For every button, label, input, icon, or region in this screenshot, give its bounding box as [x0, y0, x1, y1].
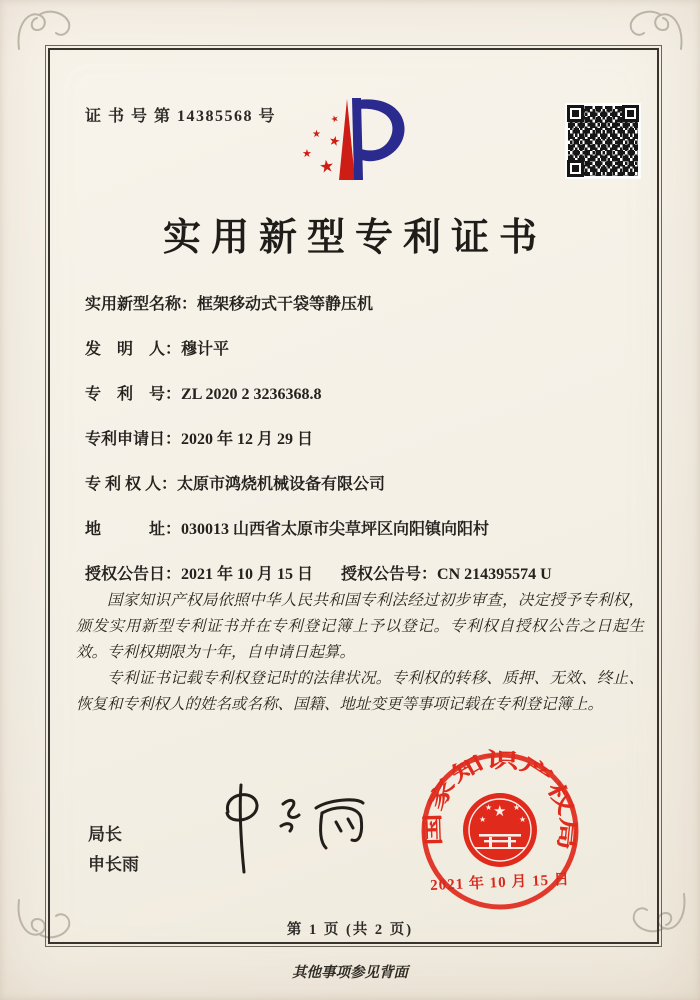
field-value: 框架移动式干袋等静压机	[197, 296, 374, 313]
qr-code	[565, 103, 641, 179]
page-number: 第 1 页 (共 2 页)	[286, 922, 414, 938]
svg-text:★: ★	[485, 803, 493, 812]
field-label: 专利申请日：	[85, 431, 182, 448]
qr-finder-icon	[567, 160, 584, 177]
field-value: 穆计平	[181, 341, 230, 358]
field-label: 发 明 人：	[85, 341, 182, 358]
officer-title: 局长	[88, 825, 122, 844]
svg-text:★: ★	[513, 803, 521, 812]
field-value: CN 214395574 U	[437, 566, 552, 583]
officer-name: 申长雨	[88, 855, 139, 874]
field-inventor	[85, 341, 645, 358]
svg-text:★: ★	[327, 132, 342, 150]
field-address	[85, 521, 645, 538]
certificate-body	[76, 588, 644, 718]
seal-date: 2021 年 10 月 15 日	[429, 871, 571, 895]
svg-text:★: ★	[302, 148, 312, 160]
field-label: 专 利 权 人：	[85, 476, 178, 493]
field-patent-number	[85, 386, 645, 403]
field-label: 专 利 号：	[85, 386, 182, 403]
field-value: 030013 山西省太原市尖草坪区向阳镇向阳村	[181, 521, 490, 538]
certificate-number: 证 书 号 第 14385568 号	[85, 108, 277, 125]
body-paragraph-2: 专利证书记载专利权登记时的法律状况。专利权的转移、质押、无效、终止、恢复和专利权人的姓名或名称、国籍、地址变更等事项记载在专利登记簿上。	[76, 670, 644, 713]
back-note: 其他事项参见背面	[292, 965, 408, 981]
field-patentee	[85, 476, 645, 493]
certificate-title: 实用新型专利证书	[162, 217, 547, 259]
qr-finder-icon	[622, 105, 639, 122]
cnipa-logo-icon	[288, 96, 418, 194]
shen-changyu-signature-icon	[210, 780, 380, 880]
field-value: ZL 2020 2 3236368.8	[181, 386, 322, 403]
svg-text:★: ★	[317, 156, 336, 177]
field-label: 授权公告号：	[341, 566, 438, 583]
svg-text:★: ★	[329, 112, 341, 125]
svg-text:★: ★	[312, 129, 321, 140]
field-utility-model-name	[85, 296, 645, 313]
seal-ring-text: 国家知识产权局	[420, 747, 581, 847]
qr-finder-icon	[567, 105, 584, 122]
field-filing-date	[85, 431, 645, 448]
field-label: 地 址：	[85, 521, 182, 538]
national-emblem-icon	[463, 793, 537, 867]
body-paragraph-1: 国家知识产权局依照中华人民共和国专利法经过初步审查，决定授予专利权，颁发实用新型专利证书并在专利登记簿上予以登记。专利权自授权公告之日起生效。专利权期限为十年，自申请日起算。	[76, 592, 644, 661]
field-grant-line	[85, 566, 645, 583]
certificate-fields	[85, 296, 645, 611]
svg-text:★: ★	[493, 804, 507, 820]
field-value: 太原市鸿烧机械设备有限公司	[177, 476, 386, 493]
officer-block	[88, 820, 139, 880]
field-label: 授权公告日：	[85, 566, 182, 583]
svg-text:★: ★	[519, 815, 527, 824]
field-value: 2021 年 10 月 15 日	[181, 566, 314, 583]
svg-text:★: ★	[479, 815, 487, 824]
field-label: 实用新型名称：	[85, 296, 198, 313]
field-value: 2020 年 12 月 29 日	[181, 431, 314, 448]
